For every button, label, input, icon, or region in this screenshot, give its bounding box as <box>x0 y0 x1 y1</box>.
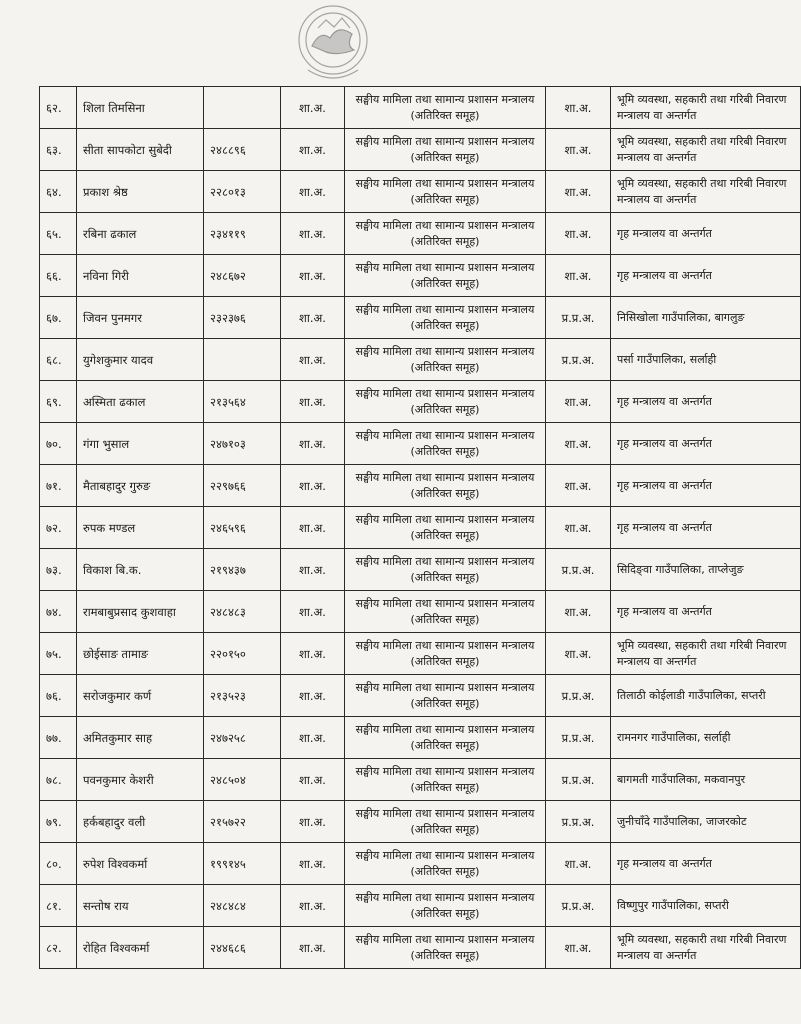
employee-name: रामबाबुप्रसाद कुशवाहा <box>77 591 204 633</box>
serial-number: ७३. <box>40 549 77 591</box>
current-office: सङ्घीय मामिला तथा सामान्य प्रशासन मन्त्रालय (अतिरिक्त समूह) <box>345 801 546 843</box>
serial-number: ७४. <box>40 591 77 633</box>
employee-id <box>204 87 281 129</box>
current-office: सङ्घीय मामिला तथा सामान्य प्रशासन मन्त्रालय (अतिरिक्त समूह) <box>345 759 546 801</box>
employee-name: सीता सापकोटा सुबेदी <box>77 129 204 171</box>
serial-number: ६८. <box>40 339 77 381</box>
new-office: भूमि व्यवस्था, सहकारी तथा गरिबी निवारण मन्त्रालय वा अन्तर्गत <box>611 129 801 171</box>
new-office: निसिखोला गाउँपालिका, बागलुङ <box>611 297 801 339</box>
current-post: शा.अ. <box>281 717 345 759</box>
current-post: शा.अ. <box>281 549 345 591</box>
serial-number: ८२. <box>40 927 77 969</box>
current-office: सङ्घीय मामिला तथा सामान्य प्रशासन मन्त्रालय (अतिरिक्त समूह) <box>345 633 546 675</box>
employee-name: विकाश बि.क. <box>77 549 204 591</box>
new-office: जुनीचाँदे गाउँपालिका, जाजरकोट <box>611 801 801 843</box>
serial-number: ८१. <box>40 885 77 927</box>
table-row <box>40 801 801 843</box>
employee-id: २३४११९ <box>204 213 281 255</box>
employee-name: गंगा भुसाल <box>77 423 204 465</box>
current-office: सङ्घीय मामिला तथा सामान्य प्रशासन मन्त्रालय (अतिरिक्त समूह) <box>345 171 546 213</box>
table-row <box>40 675 801 717</box>
current-office: सङ्घीय मामिला तथा सामान्य प्रशासन मन्त्रालय (अतिरिक्त समूह) <box>345 717 546 759</box>
current-office: सङ्घीय मामिला तथा सामान्य प्रशासन मन्त्रालय (अतिरिक्त समूह) <box>345 885 546 927</box>
new-office: भूमि व्यवस्था, सहकारी तथा गरिबी निवारण मन्त्रालय वा अन्तर्गत <box>611 171 801 213</box>
employee-name: सरोजकुमार कर्ण <box>77 675 204 717</box>
table-row <box>40 339 801 381</box>
employee-name: रुपक मण्डल <box>77 507 204 549</box>
serial-number: ६२. <box>40 87 77 129</box>
serial-number: ७५. <box>40 633 77 675</box>
table-row <box>40 87 801 129</box>
current-office: सङ्घीय मामिला तथा सामान्य प्रशासन मन्त्रालय (अतिरिक्त समूह) <box>345 213 546 255</box>
employee-name: रबिना ढकाल <box>77 213 204 255</box>
government-seal-icon <box>268 0 398 95</box>
current-post: शा.अ. <box>281 675 345 717</box>
serial-number: ७०. <box>40 423 77 465</box>
new-office: गृह मन्त्रालय वा अन्तर्गत <box>611 213 801 255</box>
new-post: प्र.प्र.अ. <box>546 759 611 801</box>
current-office: सङ्घीय मामिला तथा सामान्य प्रशासन मन्त्रालय (अतिरिक्त समूह) <box>345 927 546 969</box>
new-office: गृह मन्त्रालय वा अन्तर्गत <box>611 591 801 633</box>
employee-name: रुपेश विश्वकर्मा <box>77 843 204 885</box>
new-post: शा.अ. <box>546 87 611 129</box>
table-row <box>40 927 801 969</box>
employee-name: सन्तोष राय <box>77 885 204 927</box>
new-office: गृह मन्त्रालय वा अन्तर्गत <box>611 381 801 423</box>
current-office: सङ्घीय मामिला तथा सामान्य प्रशासन मन्त्रालय (अतिरिक्त समूह) <box>345 507 546 549</box>
current-post: शा.अ. <box>281 255 345 297</box>
employee-id: २४८६७२ <box>204 255 281 297</box>
table-row <box>40 633 801 675</box>
current-office: सङ्घीय मामिला तथा सामान्य प्रशासन मन्त्रालय (अतिरिक्त समूह) <box>345 129 546 171</box>
current-post: शा.अ. <box>281 465 345 507</box>
table-row <box>40 843 801 885</box>
new-post: शा.अ. <box>546 129 611 171</box>
employee-id: २४७१०३ <box>204 423 281 465</box>
serial-number: ६४. <box>40 171 77 213</box>
serial-number: ७९. <box>40 801 77 843</box>
current-post: शा.अ. <box>281 591 345 633</box>
current-office: सङ्घीय मामिला तथा सामान्य प्रशासन मन्त्रालय (अतिरिक्त समूह) <box>345 675 546 717</box>
new-post: प्र.प्र.अ. <box>546 297 611 339</box>
new-office: गृह मन्त्रालय वा अन्तर्गत <box>611 843 801 885</box>
current-office: सङ्घीय मामिला तथा सामान्य प्रशासन मन्त्रालय (अतिरिक्त समूह) <box>345 843 546 885</box>
table-row <box>40 423 801 465</box>
serial-number: ७६. <box>40 675 77 717</box>
employee-name: नविना गिरी <box>77 255 204 297</box>
table-row <box>40 255 801 297</box>
employee-id: २४८४८४ <box>204 885 281 927</box>
employee-name: प्रकाश श्रेष्ठ <box>77 171 204 213</box>
current-office: सङ्घीय मामिला तथा सामान्य प्रशासन मन्त्रालय (अतिरिक्त समूह) <box>345 87 546 129</box>
table-row <box>40 465 801 507</box>
employee-id: २३२३७६ <box>204 297 281 339</box>
new-post: शा.अ. <box>546 591 611 633</box>
serial-number: ६५. <box>40 213 77 255</box>
serial-number: ६९. <box>40 381 77 423</box>
serial-number: ७७. <box>40 717 77 759</box>
new-office: तिलाठी कोईलाडी गाउँपालिका, सप्तरी <box>611 675 801 717</box>
serial-number: ७२. <box>40 507 77 549</box>
new-post: प्र.प्र.अ. <box>546 675 611 717</box>
current-post: शा.अ. <box>281 801 345 843</box>
employee-name: हर्कबहादुर वली <box>77 801 204 843</box>
current-post: शा.अ. <box>281 213 345 255</box>
current-office: सङ्घीय मामिला तथा सामान्य प्रशासन मन्त्रालय (अतिरिक्त समूह) <box>345 591 546 633</box>
table-row <box>40 381 801 423</box>
new-office: गृह मन्त्रालय वा अन्तर्गत <box>611 507 801 549</box>
table-row <box>40 717 801 759</box>
employee-id: २४४६८६ <box>204 927 281 969</box>
employee-id: २२८०१३ <box>204 171 281 213</box>
employee-id <box>204 339 281 381</box>
serial-number: ६६. <box>40 255 77 297</box>
current-office: सङ्घीय मामिला तथा सामान्य प्रशासन मन्त्रालय (अतिरिक्त समूह) <box>345 381 546 423</box>
employee-name: पवनकुमार केशरी <box>77 759 204 801</box>
employee-name: युगेशकुमार यादव <box>77 339 204 381</box>
new-office: गृह मन्त्रालय वा अन्तर्गत <box>611 423 801 465</box>
new-post: शा.अ. <box>546 927 611 969</box>
employee-name: रोहित विश्वकर्मा <box>77 927 204 969</box>
employee-name: अस्मिता ढकाल <box>77 381 204 423</box>
new-post: प्र.प्र.अ. <box>546 885 611 927</box>
new-post: प्र.प्र.अ. <box>546 801 611 843</box>
new-office: भूमि व्यवस्था, सहकारी तथा गरिबी निवारण मन्त्रालय वा अन्तर्गत <box>611 87 801 129</box>
table-row <box>40 171 801 213</box>
employee-id: २१९४३७ <box>204 549 281 591</box>
new-post: शा.अ. <box>546 381 611 423</box>
new-post: शा.अ. <box>546 255 611 297</box>
employee-id: १९९१४५ <box>204 843 281 885</box>
table-row <box>40 129 801 171</box>
serial-number: ६७. <box>40 297 77 339</box>
current-post: शा.अ. <box>281 507 345 549</box>
serial-number: ७१. <box>40 465 77 507</box>
new-post: प्र.प्र.अ. <box>546 339 611 381</box>
new-post: प्र.प्र.अ. <box>546 717 611 759</box>
current-post: शा.अ. <box>281 87 345 129</box>
employee-id: २१३५२३ <box>204 675 281 717</box>
new-post: शा.अ. <box>546 213 611 255</box>
new-post: शा.अ. <box>546 465 611 507</box>
employee-id: २४६५९६ <box>204 507 281 549</box>
new-office: भूमि व्यवस्था, सहकारी तथा गरिबी निवारण मन्त्रालय वा अन्तर्गत <box>611 927 801 969</box>
new-post: शा.अ. <box>546 423 611 465</box>
serial-number: ६३. <box>40 129 77 171</box>
table-row <box>40 549 801 591</box>
current-post: शा.अ. <box>281 129 345 171</box>
new-post: शा.अ. <box>546 843 611 885</box>
current-post: शा.अ. <box>281 381 345 423</box>
new-office: पर्सा गाउँपालिका, सर्लाही <box>611 339 801 381</box>
current-post: शा.अ. <box>281 171 345 213</box>
employee-id: २४८८९६ <box>204 129 281 171</box>
current-office: सङ्घीय मामिला तथा सामान्य प्रशासन मन्त्रालय (अतिरिक्त समूह) <box>345 549 546 591</box>
table-row <box>40 213 801 255</box>
current-post: शा.अ. <box>281 423 345 465</box>
employee-id: २४८४८३ <box>204 591 281 633</box>
current-post: शा.अ. <box>281 339 345 381</box>
new-office: सिदिङ्वा गाउँपालिका, ताप्लेजुङ <box>611 549 801 591</box>
new-office: रामनगर गाउँपालिका, सर्लाही <box>611 717 801 759</box>
employee-name: जिवन पुनमगर <box>77 297 204 339</box>
current-office: सङ्घीय मामिला तथा सामान्य प्रशासन मन्त्रालय (अतिरिक्त समूह) <box>345 255 546 297</box>
employee-name: अमितकुमार साह <box>77 717 204 759</box>
employee-id: २४७२५८ <box>204 717 281 759</box>
current-office: सङ्घीय मामिला तथा सामान्य प्रशासन मन्त्रालय (अतिरिक्त समूह) <box>345 423 546 465</box>
new-office: भूमि व्यवस्था, सहकारी तथा गरिबी निवारण मन्त्रालय वा अन्तर्गत <box>611 633 801 675</box>
new-post: प्र.प्र.अ. <box>546 549 611 591</box>
new-office: गृह मन्त्रालय वा अन्तर्गत <box>611 465 801 507</box>
new-post: शा.अ. <box>546 171 611 213</box>
new-office: विष्णुपुर गाउँपालिका, सप्तरी <box>611 885 801 927</box>
employee-id: २४८५०४ <box>204 759 281 801</box>
serial-number: ८०. <box>40 843 77 885</box>
employee-id: २१३५६४ <box>204 381 281 423</box>
table-row <box>40 591 801 633</box>
employee-name: मैताबहादुर गुरुङ <box>77 465 204 507</box>
table-row <box>40 759 801 801</box>
transfer-table <box>39 86 801 969</box>
current-office: सङ्घीय मामिला तथा सामान्य प्रशासन मन्त्रालय (अतिरिक्त समूह) <box>345 297 546 339</box>
table-row <box>40 507 801 549</box>
new-post: शा.अ. <box>546 507 611 549</box>
current-post: शा.अ. <box>281 633 345 675</box>
employee-id: २२९७६६ <box>204 465 281 507</box>
current-office: सङ्घीय मामिला तथा सामान्य प्रशासन मन्त्रालय (अतिरिक्त समूह) <box>345 465 546 507</box>
new-office: गृह मन्त्रालय वा अन्तर्गत <box>611 255 801 297</box>
employee-id: २१५७२२ <box>204 801 281 843</box>
current-post: शा.अ. <box>281 759 345 801</box>
new-office: बागमती गाउँपालिका, मकवानपुर <box>611 759 801 801</box>
employee-name: शिला तिमसिना <box>77 87 204 129</box>
new-post: शा.अ. <box>546 633 611 675</box>
table-row <box>40 297 801 339</box>
current-office: सङ्घीय मामिला तथा सामान्य प्रशासन मन्त्रालय (अतिरिक्त समूह) <box>345 339 546 381</box>
employee-id: २२०१५० <box>204 633 281 675</box>
current-post: शा.अ. <box>281 927 345 969</box>
table-row <box>40 885 801 927</box>
current-post: शा.अ. <box>281 843 345 885</box>
current-post: शा.अ. <box>281 297 345 339</box>
current-post: शा.अ. <box>281 885 345 927</box>
serial-number: ७८. <box>40 759 77 801</box>
employee-name: छोईसाङ तामाङ <box>77 633 204 675</box>
